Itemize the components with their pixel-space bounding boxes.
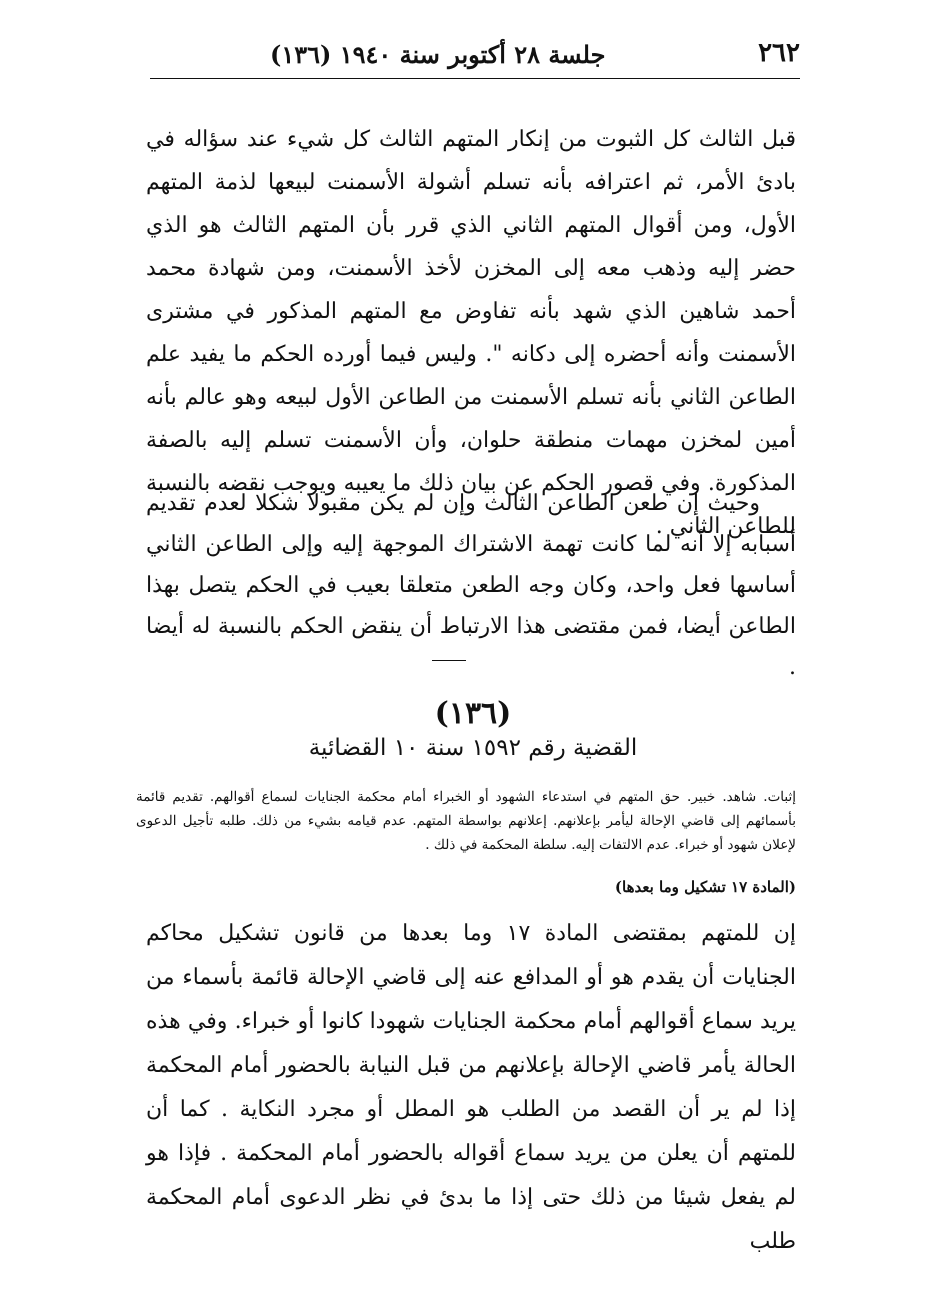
legal-reference: (المادة ١٧ تشكيل وما بعدها) [614, 878, 796, 896]
case-body-paragraph: إن للمتهم بمقتضى المادة ١٧ وما بعدها من قانون تشكيل محاكم الجنايات أن يقدم هو أو المدافع عنه إلى قاضي الإحالة قائمة بأسماء من يريد سماع أقوالهم أمام محكمة الجنايات شهودا كانوا أو خبراء. وفي هذه الحالة يأمر قاضي الإحالة بإعلانهم من قبل النيابة بالحضور أمام المحكمة إذا لم ير أن القصد من الطلب هو المطل أو مجرد النكاية . كما أن للمتهم أن يعلن من يريد سماع أقواله بالحضور أمام المحكمة . فإذا هو لم يفعل شيئا من ذلك حتى إذا ما بدئ في نظر الدعوى أمام المحكمة طلب [146, 921, 797, 1254]
case-summary: إثبات. شاهد. خبير. حق المتهم في استدعاء الشهود أو الخبراء أمام محكمة الجنايات لسماع أقوالهم. تقديم قائمة بأسمائهم إلى قاضي الإحالة ليأمر بإعلانهم. إعلانهم بواسطة المتهم. عدم قيامه بشيء من ذلك. طلبه تأجيل الدعوى لإعلان شهود أو خبراء. عدم الالتفات إليه. سلطة المحكمة في ذلك . [136, 789, 796, 853]
section-divider [432, 660, 466, 661]
paragraph-2: وحيث إن طعن الطاعن الثالث وإن لم يكن مقبولا شكلا لعدم تقديم أسبابه إلا أنه لما كانت تهمة الاشتراك الموجهة إليه وإلى الطاعن الثاني أساسها فعل واحد، وكان وجه الطعن متعلقا بعيب في الحكم يتصل بهذا الطاعن أيضا، فمن مقتضى هذا الارتباط أن ينقض الحكم بالنسبة له أيضا . [146, 491, 796, 680]
page-number: ٢٦٢ [758, 38, 800, 68]
case-title: القضية رقم ١٥٩٢ سنة ١٠ القضائية [308, 735, 638, 761]
running-head: جلسة ٢٨ أكتوبر سنة ١٩٤٠ (١٣٦) [270, 40, 606, 69]
case-number: (١٣٦) [434, 696, 512, 731]
page-header [150, 38, 800, 79]
paragraph-1: قبل الثالث كل الثبوت من إنكار المتهم الثالث كل شيء عند سؤاله في بادئ الأمر، ثم اعترافه بأنه تسلم أشولة الأسمنت لبيعها لذمة المتهم الأول، ومن أقوال المتهم الثاني الذي قرر بأن المتهم الثالث هو الذي حضر إليه وذهب معه إلى المخزن لأخذ الأسمنت، ومن شهادة محمد أحمد شاهين الذي شهد بأنه تفاوض مع المتهم المذكور في مشترى الأسمنت وأنه أحضره إلى دكانه ". وليس فيما أورده الحكم ما يفيد علم الطاعن الثاني بأنه تسلم الأسمنت من الطاعن الأول لبيعه وهو عالم بأنه أمين لمخزن مهمات منطقة حلوان، وأن الأسمنت تسلم إليه بالصفة المذكورة. وفي قصور الحكم عن بيان ذلك ما يعيبه ويوجب نقضه بالنسبة للطاعن الثاني . [146, 127, 796, 539]
